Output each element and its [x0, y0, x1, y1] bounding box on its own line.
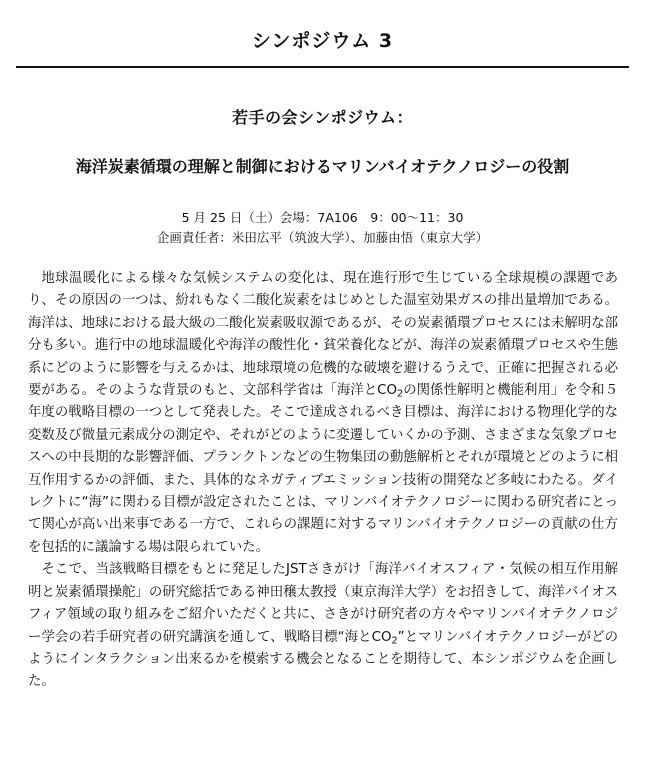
- subscript-2: 2: [397, 388, 404, 400]
- abstract-paragraph-2: そこで、当該戦略目標をもとに発足したJSTさきがけ「海洋バイオスフィア・気候の相互作用解明と炭素循環操舵」の研究総括である神田穣太教授（東京海洋大学）をお招きして、海洋バイオスフィア領域の取り組みをご紹介いただくと共に、さきがけ研究者の方々やマリンバイオテクノロジー学会の若手研究者の研究講演を通して、戦略目標“海と$CO_2$”とマリンバイオテクノロジーがどのようにインタラクション出来るかを模索する機会となることを期待して、本シンポジウムを企画した。: [28, 562, 619, 690]
- symposium-subtitle: 若手の会シンポジウム：: [232, 108, 413, 127]
- heading-rule: [16, 66, 629, 68]
- subscript-2: 2: [391, 634, 398, 646]
- symposium-title: 海洋炭素循環の理解と制御におけるマリンバイオテクノロジーの役割: [75, 157, 570, 176]
- abstract-paragraph-1: 地球温暖化による様々な気候システムの変化は、現在進行形で生じている全球規模の課題であり、その原因の一つは、紛れもなく二酸化炭素をはじめとした温室効果ガスの排出量増加である。海洋は、地球における最大級の二酸化炭素吸収源であるが、その炭素循環プロセスには未解明な部分も多い。進行中の地球温暖化や海洋の酸性化・貧栄養化などが、海洋の炭素循環プロセスや生態系にどのように影響を与えるかは、地球環境の危機的な破壊を避けるうえで、正確に把握される必要がある。そのような背景のもと、文部科学省は「海洋と$CO_2$の関係性解明と機能利用」を令和５年度の戦略目標の一つとして発表した。そこで達成されるべき目標は、海洋における物理化学的な変数及び微量元素成分の測定や、それがどのように変遷していくかの予測、さまざまな気象プロセスへの中長期的な影響評価、プランクトンなどの生物集団の動態解析とそれが環境とどのように相互作用するかの評価、また、具体的なネガティブエミッション技術の開発など多岐にわたる。ダイレクトに“海”に関わる目標が設定されたことは、マリンバイオテクノロジーに関わる研究者にとって関心が高い出来事である一方で、これらの課題に対するマリンバイオテクノロジーの貢献の仕方を包括的に議論する場は限られていた。: [28, 271, 619, 555]
- date-venue: 5 月 25 日（土）会場：7A106 9：00〜11：30: [181, 210, 464, 225]
- section-heading: シンポジウム 3: [251, 30, 394, 52]
- abstract-body: [28, 268, 618, 694]
- organizers: 企画責任者：米田広平（筑波大学）、加藤由悟（東京大学）: [156, 230, 489, 245]
